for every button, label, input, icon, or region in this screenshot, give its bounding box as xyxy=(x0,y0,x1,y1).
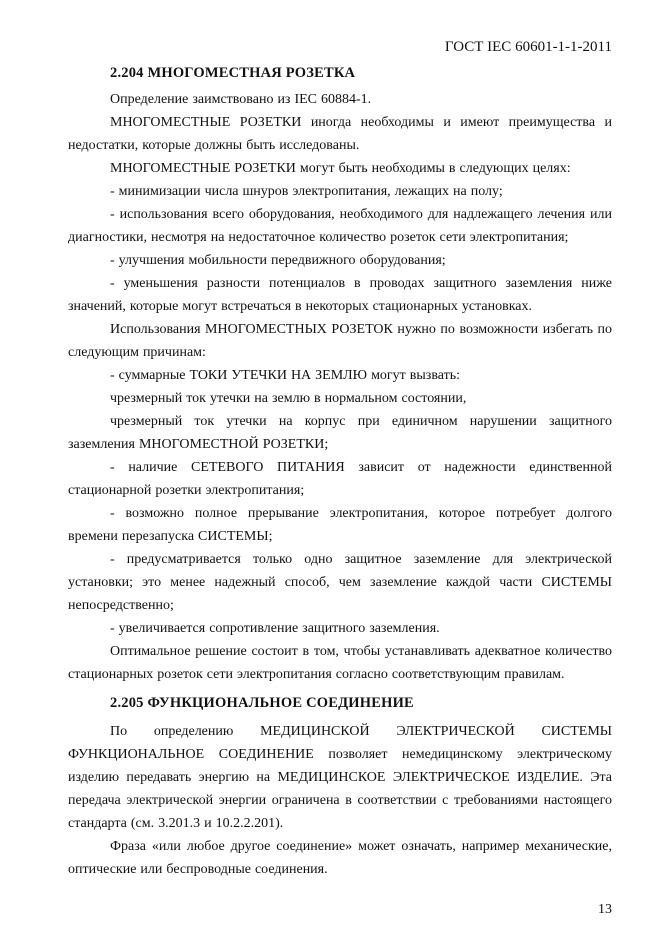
list-item-paragraph: - предусматривается только одно защитное заземление для электрической установки; это менее надежный способ, чем заземление каждой части СИСТЕМЫ непосредственно; xyxy=(68,552,612,613)
list-item-paragraph: - возможно полное прерывание электропитания, которое потребует долгого времени перезапуска СИСТЕМЫ; xyxy=(68,506,612,544)
paragraph: чрезмерный ток утечки на землю в нормальном состоянии, xyxy=(110,391,467,406)
paragraph: Фраза «или любое другое соединение» может означать, например механические, оптические или беспроводные соединения. xyxy=(68,839,612,877)
paragraph: чрезмерный ток утечки на корпус при единичном нарушении защитного заземления МНОГОМЕСТНОЙ РОЗЕТКИ; xyxy=(68,414,612,452)
section-heading-2-204: 2.204 МНОГОМЕСТНАЯ РОЗЕТКА xyxy=(110,65,356,81)
paragraph: Оптимальное решение состоит в том, чтобы устанавливать адекватное количество стационарных розеток сети электропитания согласно соответствующим правилам. xyxy=(68,644,612,682)
page-number: 13 xyxy=(598,902,612,917)
list-item-paragraph: - уменьшения разности потенциалов в проводах защитного заземления ниже значений, которые могут встречаться в некоторых стационарных установках. xyxy=(68,276,612,314)
list-item-paragraph: - минимизации числа шнуров электропитания, лежащих на полу; xyxy=(110,184,503,199)
list-item-paragraph: - улучшения мобильности передвижного оборудования; xyxy=(110,253,446,268)
paragraph: По определению МЕДИЦИНСКОЙ ЭЛЕКТРИЧЕСКОЙ СИСТЕМЫ ФУНКЦИОНАЛЬНОЕ СОЕДИНЕНИЕ позволяет немедицинскому электрическому изделию передавать энергию на МЕДИЦИНСКОЕ ЭЛЕКТРИЧЕСКОЕ ИЗДЕЛИЕ. Эта передача электрической энергии ограничена в соответствии с требованиями настоящего стандарта (см. 3.201.3 и 10.2.2.201). xyxy=(68,724,612,831)
list-item-paragraph: - наличие СЕТЕВОГО ПИТАНИЯ зависит от надежности единственной стационарной розетки электропитания; xyxy=(68,460,612,498)
paragraph: Определение заимствовано из IEC 60884-1. xyxy=(110,92,372,107)
section-heading-2-205: 2.205 ФУНКЦИОНАЛЬНОЕ СОЕДИНЕНИЕ xyxy=(110,695,414,711)
document-body xyxy=(68,62,612,881)
paragraph: МНОГОМЕСТНЫЕ РОЗЕТКИ могут быть необходимы в следующих целях: xyxy=(110,161,571,176)
paragraph: МНОГОМЕСТНЫЕ РОЗЕТКИ иногда необходимы и имеют преимущества и недостатки, которые должны быть исследованы. xyxy=(68,115,612,153)
list-item-paragraph: - использования всего оборудования, необходимого для надлежащего лечения или диагностики, несмотря на недостаточное количество розеток сети электропитания; xyxy=(68,207,612,245)
list-item-paragraph: - суммарные ТОКИ УТЕЧКИ НА ЗЕМЛЮ могут вызвать: xyxy=(110,368,460,383)
document-header: ГОСТ IEC 60601-1-1-2011 xyxy=(444,39,612,55)
paragraph: Использования МНОГОМЕСТНЫХ РОЗЕТОК нужно по возможности избегать по следующим причинам: xyxy=(68,322,612,360)
list-item-paragraph: - увеличивается сопротивление защитного заземления. xyxy=(110,621,440,636)
